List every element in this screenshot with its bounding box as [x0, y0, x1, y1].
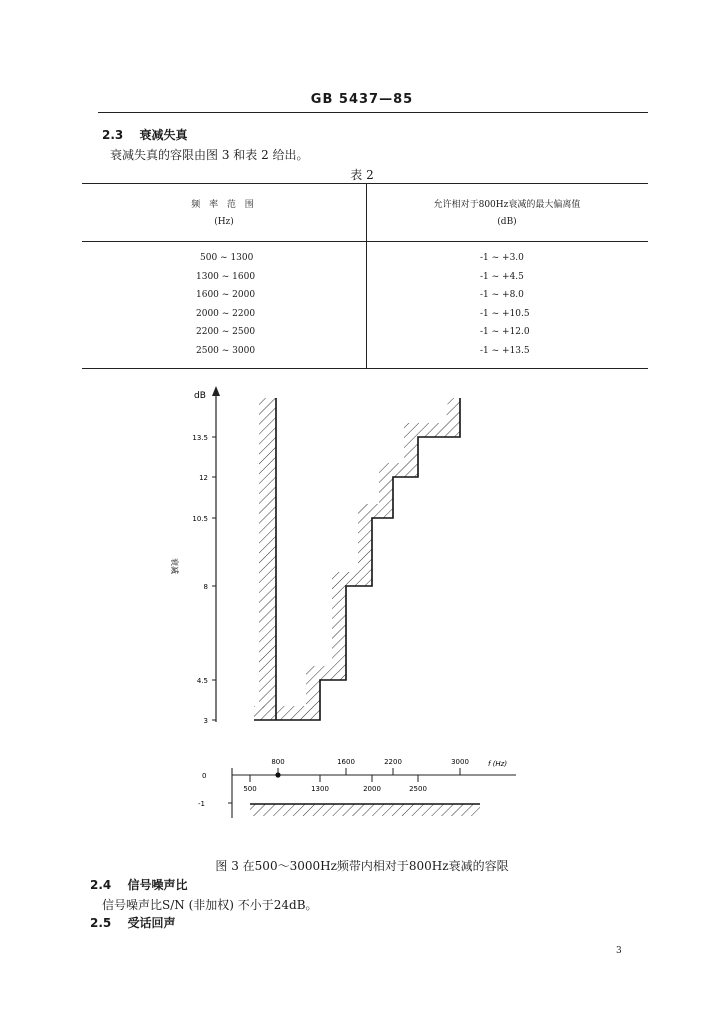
- col1-header: 频 率 范 围: [191, 200, 257, 210]
- y-tick-label: 12: [199, 474, 208, 482]
- lower-y-tick-minus1: -1: [198, 800, 205, 808]
- y-ticks: [192, 434, 216, 725]
- x-tick-label: 1600: [337, 758, 355, 766]
- y-tick-label: 13.5: [192, 434, 208, 442]
- section-2-3-text: 衰减失真的容限由图 3 和表 2 给出。: [110, 148, 309, 162]
- section-number: 2.5: [90, 916, 112, 930]
- x-tick-label: 800: [271, 758, 285, 766]
- col1-unit: (Hz): [214, 217, 234, 227]
- deviation-cell: -1 ~ +12.0: [480, 327, 530, 337]
- range-cell: 1300 ~ 1600: [196, 271, 256, 282]
- reference-point-800hz: [275, 772, 280, 777]
- section-title: 受话回声: [127, 916, 176, 930]
- range-cell: 1600 ~ 2000: [196, 290, 256, 300]
- deviation-cell: -1 ~ +10.5: [480, 308, 530, 319]
- section-title: 衰减失真: [139, 128, 188, 142]
- y-tick-label: 3: [203, 717, 208, 725]
- page-number: 3: [616, 946, 622, 956]
- x-tick-label: 1300: [311, 785, 329, 793]
- upper-limit-hatch: [254, 398, 460, 720]
- x-axis-label: f (Hz): [488, 760, 508, 768]
- section-2-5-heading: [90, 914, 175, 931]
- section-title: 信号噪声比: [127, 878, 188, 892]
- x-tick-label: 2500: [409, 785, 427, 793]
- y-tick-label: 8: [203, 583, 208, 591]
- deviation-cell: -1 ~ +13.5: [480, 345, 530, 356]
- y-axis-arrow: [212, 386, 220, 396]
- upper-limit-line: [254, 398, 460, 720]
- left-hatch-band: [259, 398, 276, 708]
- y-tick-label: 10.5: [192, 515, 208, 523]
- section-number: 2.3: [102, 128, 124, 142]
- deviation-cell: -1 ~ +8.0: [480, 290, 524, 300]
- x-tick-label: 3000: [451, 758, 469, 766]
- deviation-cell: -1 ~ +3.0: [480, 253, 524, 263]
- range-cell: 2500 ~ 3000: [196, 345, 256, 356]
- section-2-4-heading: [90, 876, 187, 893]
- figure-caption: 图 3 在500～3000Hz频带内相对于800Hz衰减的容限: [215, 859, 509, 873]
- y-tick-label: 4.5: [196, 677, 208, 685]
- col2-unit: (dB): [497, 217, 517, 227]
- range-cell: 2200 ~ 2500: [196, 327, 256, 337]
- y-axis-label-char: 衰减: [170, 558, 179, 574]
- deviation-cell: -1 ~ +4.5: [480, 271, 524, 282]
- range-cell: 2000 ~ 2200: [196, 308, 256, 319]
- standard-header: GB 5437—85: [310, 92, 414, 107]
- range-cell: 500 ~ 1300: [200, 253, 254, 263]
- x-tick-label: 2200: [384, 758, 402, 766]
- section-number: 2.4: [90, 878, 112, 892]
- table-caption: 表 2: [350, 168, 374, 182]
- x-tick-label: 2000: [363, 785, 381, 793]
- col2-header: 允许相对于800Hz衰减的最大偏离值: [433, 200, 581, 210]
- x-tick-label: 500: [243, 785, 257, 793]
- y-axis-unit: dB: [194, 391, 206, 401]
- lower-y-tick-0: 0: [202, 772, 207, 780]
- section-2-4-text: 信号噪声比S/N (非加权) 不小于24dB。: [102, 898, 318, 912]
- lower-limit-hatch: [250, 804, 480, 816]
